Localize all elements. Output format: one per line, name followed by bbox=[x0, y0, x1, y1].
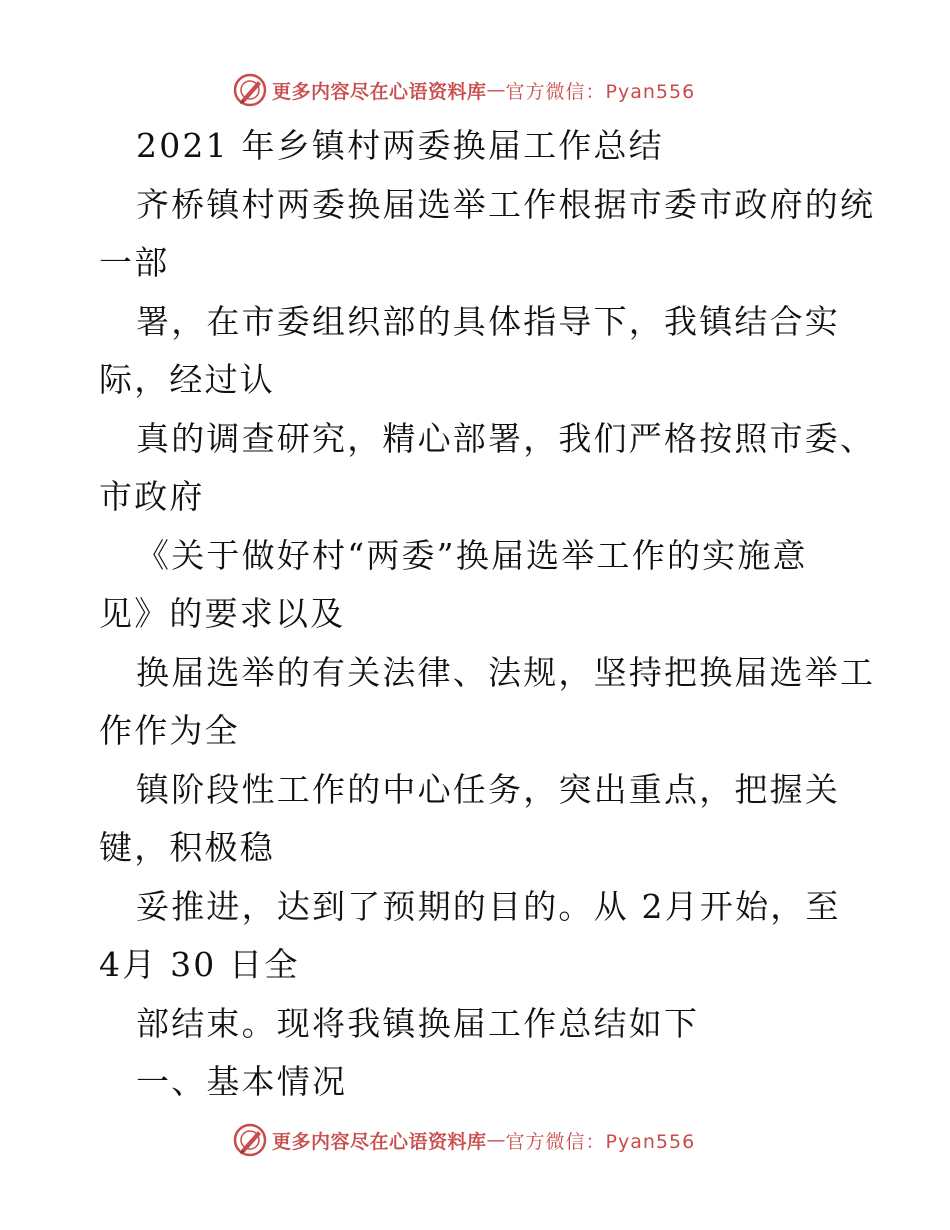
paragraph-line: 际，经过认 bbox=[99, 360, 275, 399]
paragraph-line: 一部 bbox=[99, 243, 170, 282]
watermark-main-text: 更多内容尽在心语资料库 bbox=[272, 1130, 487, 1153]
watermark-separator: — bbox=[486, 1129, 506, 1151]
paragraph-line: 齐桥镇村两委换届选举工作根据市委市政府的统 bbox=[136, 185, 876, 224]
paragraph-line: 《关于做好村“两委”换届选举工作的实施意 bbox=[136, 536, 808, 575]
bottom-watermark bbox=[232, 1120, 695, 1160]
watermark-contact: 官方微信：Pyan556 bbox=[505, 1130, 696, 1153]
paragraph-line: 部结束。现将我镇换届工作总结如下 bbox=[136, 1004, 700, 1043]
watermark-contact: 官方微信：Pyan556 bbox=[505, 80, 696, 103]
paragraph-line: 署，在市委组织部的具体指导下，我镇结合实 bbox=[136, 302, 840, 341]
paragraph-line: 市政府 bbox=[99, 477, 205, 516]
top-watermark bbox=[232, 70, 695, 110]
watermark-main-text: 更多内容尽在心语资料库 bbox=[272, 80, 487, 103]
paragraph-line: 4月 30 日全 bbox=[99, 945, 300, 984]
watermark-separator: — bbox=[486, 79, 506, 101]
paragraph-line: 见》的要求以及 bbox=[99, 594, 346, 633]
paragraph-line: 换届选举的有关法律、法规，坚持把换届选举工 bbox=[136, 653, 876, 692]
paragraph-line: 真的调查研究，精心部署，我们严格按照市委、 bbox=[136, 419, 876, 458]
paragraph-line: 妥推进，达到了预期的目的。从 2月开始，至 bbox=[136, 887, 841, 926]
pen-circle-logo-icon bbox=[232, 72, 268, 108]
document-title: 2021 年乡镇村两委换届工作总结 bbox=[136, 126, 664, 165]
section-heading: 一、基本情况 bbox=[136, 1062, 348, 1101]
paragraph-line: 镇阶段性工作的中心任务，突出重点，把握关 bbox=[136, 770, 840, 809]
paragraph-line: 作作为全 bbox=[99, 711, 240, 750]
paragraph-line: 键，积极稳 bbox=[99, 828, 275, 867]
pen-circle-logo-icon bbox=[232, 1122, 268, 1158]
